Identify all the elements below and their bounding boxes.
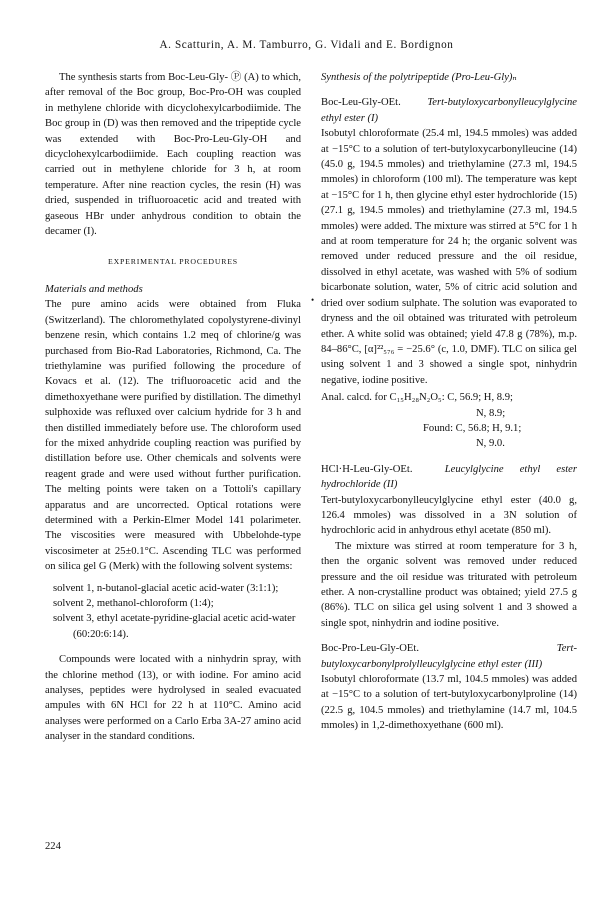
running-header: A. Scatturin, A. M. Tamburro, G. Vidali and E. Bordignon: [159, 39, 454, 51]
page-number: 224: [45, 841, 61, 852]
solvent-list: [45, 581, 301, 643]
solvent-item: solvent 1, n-butanol-glacial acetic acid-water (3:1:1);: [53, 582, 279, 594]
solvent-item: solvent 3, ethyl acetate-pyridine-glacial acetic acid-water (60:20:6:14).: [53, 613, 296, 640]
compound-2-body-2: The mixture was stirred at room temperature for 3 h, then the organic solvent was removed under reduced pressure and the oil residue was triturated with petroleum ether. A non-crystalline product was obtained; yield 27.5 g (86%). TLC on silica gel using solvent 1 and 3 showed a single spot, ninhydrin and iodine positive.: [321, 540, 577, 629]
solvent-item: solvent 2, methanol-chloroform (1:4);: [53, 598, 214, 609]
elemental-analysis: [321, 390, 577, 452]
subsection-heading: Materials and methods: [45, 283, 143, 295]
anal-calcd: Anal. calcd. for C₁₅H₂₈N₂O₅: C, 56.9; H, 8.9;: [321, 392, 513, 404]
compound-1-italic-name: Tert-butyloxycarbonylleucylglycine ethyl ester (I): [321, 97, 577, 124]
compounds-paragraph: Compounds were located with a ninhydrin spray, with the chlorine method (13), or with iodine. For amino acid analyses, peptides were hydrolysed in sealed evacuated ampules with 6N HCl for 22 h at 110°C. Amino acid analyses were performed on a Carlo Erba 3A-27 amino acid analyser in the standard conditions.: [45, 654, 301, 743]
anal-calcd-n: N, 8.9;: [476, 407, 506, 419]
compound-2-body-1: Tert-butyloxycarbonylleucylglycine ethyl ester (40.0 g, 126.4 mmoles) was dissolved in a 3N solution of hydrochloric acid in anhydrous ethyl acetate (850 ml).: [321, 494, 577, 537]
compound-3-italic-name: Tert-butyloxycarbonylprolylleucylglycine ethyl ester (III): [321, 643, 577, 670]
left-column: [45, 70, 301, 745]
intro-paragraph: The synthesis starts from Boc-Leu-Gly- Ⓟ (A) to which, after removal of the Boc group, Boc-Pro-OH was coupled in methylene chloride with dicyclohexylcarbodiimide. The Boc group in (D) was then removed and the tripeptide cycle was extended with Boc-Pro-Leu-Gly-OH and dicyclohexylcarbodiimide. Each coupling reaction was carried out in methylene chloride for 3 h, at room temperature. After nine reaction cycles, the resin (H) was dried, suspended in trifluoroacetic acid and treated with gaseous HBr under anhydrous condition to obtain the decamer (I).: [45, 72, 301, 238]
materials-paragraph: The pure amino acids were obtained from Fluka (Switzerland). The chloromethylated copolystyrene-divinyl benzene resin, which contains 1.2 meq of chlorine/g was purchased from Bio-Rad Laboratories, Richmond, Ca. The triethylamine was purified following the procedure of Kovacs et al. (12). The trifluoroacetic acid and the dimethoxyethane were purified by distillation. The dimethyl sulphoxide was refluxed over calcium hydride for 3 h and then distilled immediately before use. The chloroform used for the mixed anhydride coupling reaction was purified by distillation before use. Other chemicals and solvents were reagent grade and were used without further purification. The melting points were taken on a Tottoli's capillary apparatus and are uncorrected. Optical rotations were determined with a Perkin-Elmer Model 141 polarimeter. The viscosities were measured with Ubbelohde-type viscosimeter at 25±0.1°C. Ascending TLC was performed on silica gel G (Merk) with the following solvent systems:: [45, 299, 301, 573]
margin-mark: •: [311, 295, 315, 305]
compound-2-name: HCl·H-Leu-Gly-OEt.: [321, 463, 413, 475]
compound-1-name: Boc-Leu-Gly-OEt.: [321, 97, 401, 109]
compound-2-title: [321, 462, 577, 493]
compound-1-body: Isobutyl chloroformate (25.4 ml, 194.5 mmoles) was added at −15°C to a solution of tert-butyloxycarbonylleucine (14) (45.0 g, 194.5 mmoles) and triethylamine (27.3 ml, 194.5 mmoles) in chloroform (100 ml). The temperature was kept at −15°C for 1 h, then glycine ethyl ester hydrochloride (15) (27.1 g, 194.5 mmoles) and triethylamine (27.3 ml, 194.5 mmoles) were added. The mixture was stirred at 5°C for 1 h and at room temperature for 24 h; the organic solvent was removed under reduced pressure and the oil residue, dissolved in ethyl acetate, was washed with 5% of sodium bicarbonate solution, water, 5% of citric acid solution and dried over sodium sulphate. The solution was evaporated to dryness and the oil obtained was triturated with petroleum ether. A white solid was obtained; yield 47.8 g (78%), m.p. 84–86°C, [α]²²₅₇₆ = −25.6° (c, 1.0, DMF). TLC on silica gel using solvent 1 and 3 showed a single spot, ninhydrin negative, iodine positive.: [321, 128, 577, 386]
anal-found-n: N, 9.0.: [476, 438, 505, 450]
right-column: [321, 70, 577, 734]
synthesis-heading: Synthesis of the polytripeptide (Pro-Leu-Gly)ₙ: [321, 72, 517, 83]
compound-1-title: [321, 95, 577, 126]
section-heading: EXPERIMENTAL PROCEDURES: [108, 257, 238, 267]
compound-3-title: [321, 641, 577, 672]
compound-3-body: Isobutyl chloroformate (13.7 ml, 104.5 mmoles) was added at −15°C to a solution of tert-butyloxycarbonylproline (14) (22.5 g, 104.5 mmoles) and triethylamine (14.7 ml, 104.5 mmoles) in 1,2-dimethoxyethane (600 ml).: [321, 674, 577, 732]
anal-found: Found: C, 56.8; H, 9.1;: [423, 422, 522, 434]
compound-3-name: Boc-Pro-Leu-Gly-OEt.: [321, 643, 419, 655]
compound-2-italic-name: Leucylglycine ethyl ester hydrochloride (II): [321, 463, 577, 491]
